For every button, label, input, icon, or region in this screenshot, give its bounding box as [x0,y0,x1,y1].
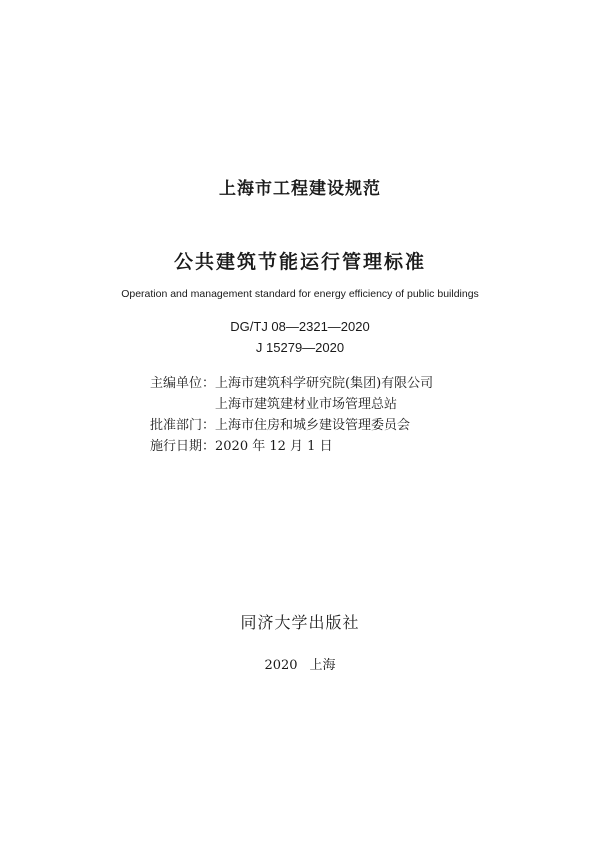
effective-date-label: 施行日期： [150,439,216,454]
publisher-name: 同济大学出版社 [240,613,360,632]
approval-label: 批准部门： [150,418,216,433]
chief-editor-unit-2: 上海市建筑建材业市场管理总站 [215,397,398,412]
publication-city: 上海 [309,658,336,673]
approval-row [150,415,433,436]
series-title: 上海市工程建设规范 [219,179,381,199]
publication-info [150,373,433,457]
chief-editor-row [150,373,433,394]
approval-department: 上海市住房和城乡建设管理委员会 [215,418,411,433]
publication-year: 2020 [264,658,298,673]
english-title: Operation and management standard for energy efficiency of public buildings [121,288,479,300]
effective-date-row [150,436,433,457]
publication-line [0,654,600,673]
chief-editor-row-2 [150,394,433,415]
chief-editor-label: 主编单位： [150,376,216,391]
effective-date: 2020 年 12 月 1 日 [215,439,333,454]
record-code: J 15279—2020 [255,340,345,355]
standard-code: DG/TJ 08—2321—2020 [230,319,370,334]
chief-editor-unit-1: 上海市建筑科学研究院(集团)有限公司 [215,376,434,391]
main-title: 公共建筑节能运行管理标准 [173,251,426,273]
